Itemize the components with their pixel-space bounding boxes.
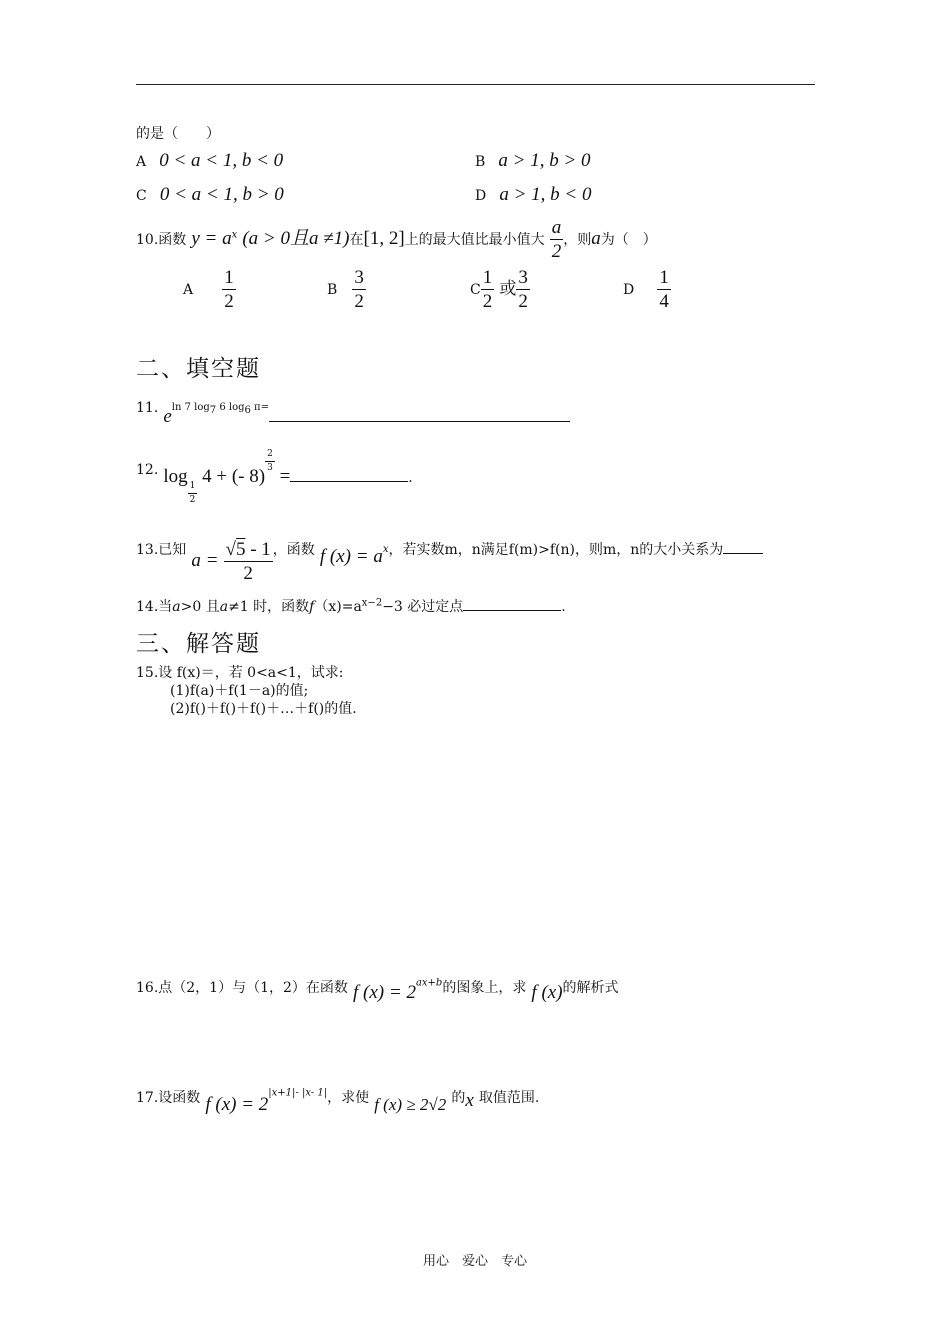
inequality: f (x) ≥ 2√2 xyxy=(374,1095,447,1114)
a-equals: a = xyxy=(191,550,219,571)
fraction-numerator: 1 xyxy=(224,267,234,288)
log-base: 6 xyxy=(244,405,251,416)
exponent: x−2 xyxy=(361,597,383,609)
answer-blank[interactable] xyxy=(269,421,570,422)
exponent xyxy=(171,402,261,416)
function-expr: f (x) xyxy=(531,982,563,1003)
function-name: f xyxy=(309,599,315,615)
fraction xyxy=(224,540,273,583)
answer-blank[interactable] xyxy=(290,481,408,482)
question-text: −3 必过定点 xyxy=(382,599,464,615)
log-base: 7 xyxy=(209,405,217,416)
answer-blank[interactable] xyxy=(723,553,763,554)
fraction-denominator: 4 xyxy=(659,291,669,312)
variable: x xyxy=(465,1090,474,1111)
option-letter: B xyxy=(327,282,338,298)
fraction-numerator: a xyxy=(551,217,562,238)
minus-one: - 1 xyxy=(245,539,271,560)
expression: 4 + (- 8) xyxy=(197,466,266,487)
question-text: 当 xyxy=(158,599,173,615)
fraction xyxy=(550,218,564,261)
sqrt-radicand: 5 xyxy=(235,539,246,560)
function-expr: f (x) = a xyxy=(319,546,383,567)
question-text: 在 xyxy=(349,232,364,248)
variable: a xyxy=(591,228,601,249)
question-text: 的解析式 xyxy=(562,980,619,996)
fraction-denominator: 2 xyxy=(551,241,562,262)
page-footer: 用心 爱心 专心 xyxy=(422,1254,527,1269)
option-letter: D xyxy=(623,282,635,298)
exponent-part: π xyxy=(250,402,261,413)
condition: (a > 0且a ≠1) xyxy=(242,228,350,249)
exponent-part: 6 log xyxy=(216,402,245,413)
or-text: 或 xyxy=(499,279,517,299)
question-number: 14. xyxy=(136,599,159,615)
fraction xyxy=(657,268,671,311)
fraction-denominator: 2 xyxy=(224,291,234,312)
fraction-numerator: 3 xyxy=(518,267,528,288)
fraction-denominator: 2 xyxy=(189,495,196,505)
period: . xyxy=(408,470,413,486)
fraction-numerator: 1 xyxy=(188,482,198,494)
question-number: 12. xyxy=(136,462,159,478)
fraction-denominator: 3 xyxy=(267,463,273,473)
exponent: x xyxy=(231,229,238,241)
q10-option-a xyxy=(183,268,236,311)
question-10 xyxy=(136,218,657,261)
question-text: 17.设函数 xyxy=(136,1090,201,1106)
fraction xyxy=(352,268,366,311)
variable: a xyxy=(219,599,229,615)
variable: a xyxy=(172,599,181,615)
question-text: 为（ ） xyxy=(600,232,657,248)
question-text: 取值范围. xyxy=(478,1090,540,1106)
answer-blank[interactable] xyxy=(463,610,561,611)
question-text: 的 xyxy=(451,1090,466,1106)
fraction-denominator: 2 xyxy=(518,291,528,312)
q9-option-c xyxy=(136,184,284,206)
fraction-denominator: 2 xyxy=(354,291,364,312)
question-text: （x)=a xyxy=(314,599,362,615)
base-e: e xyxy=(163,406,172,427)
option-letter: C xyxy=(136,188,147,204)
option-letter: D xyxy=(475,188,487,204)
question-text: 函数 xyxy=(158,232,187,248)
option-letter: C xyxy=(470,282,481,298)
log-base-fraction xyxy=(188,482,198,505)
equals-sign: = xyxy=(260,402,270,413)
fraction xyxy=(481,268,495,311)
sub-question-2: (2)f()＋f()＋f()＋…＋f()的值. xyxy=(170,701,357,717)
function-expr: f (x) = 2 xyxy=(353,982,416,1003)
fraction-numerator: 1 xyxy=(659,267,669,288)
interval: [1, 2] xyxy=(363,228,405,249)
option-letter: B xyxy=(475,154,486,170)
question-17 xyxy=(136,1086,540,1115)
option-math: a > 1, b < 0 xyxy=(499,184,592,205)
q10-option-b xyxy=(327,268,366,311)
fraction-denominator: 2 xyxy=(482,291,493,312)
q9-option-a xyxy=(136,150,283,172)
question-number: 10. xyxy=(136,232,159,248)
exponent-fraction xyxy=(265,450,275,473)
exponent: |x+1|- |x- 1| xyxy=(268,1087,328,1099)
question-16 xyxy=(136,976,619,1003)
option-math: 0 < a < 1, b > 0 xyxy=(159,184,284,205)
section-heading-fill-in: 二、填空题 xyxy=(136,356,261,382)
fraction-numerator: √5 - 1 xyxy=(225,539,271,560)
question-text: >0 且 xyxy=(180,599,220,615)
question-text: 上的最大值比最小值大 xyxy=(404,232,545,248)
fraction-numerator: 2 xyxy=(265,450,275,462)
function-expr: y = a xyxy=(191,228,232,249)
period: . xyxy=(561,599,566,615)
question-12 xyxy=(136,449,413,505)
q9-option-b xyxy=(475,150,591,172)
question-text: ，函数 xyxy=(272,542,315,558)
question-text: 16.点（2，1）与（1，2）在函数 xyxy=(136,980,348,996)
fraction xyxy=(222,268,236,311)
question-11 xyxy=(136,396,570,427)
exponent-part: ln 7 log xyxy=(171,402,210,413)
q9-option-d xyxy=(475,184,591,206)
question-text: 的图象上，求 xyxy=(442,980,527,996)
function-expr: f (x) = 2 xyxy=(205,1094,269,1115)
question-15 xyxy=(136,664,357,718)
question-text: ≠1 时，函数 xyxy=(228,599,310,615)
question-text: 15.设 f(x)＝，若 0<a<1，试求: xyxy=(136,665,344,681)
fraction-numerator: 1 xyxy=(482,267,493,288)
fraction xyxy=(516,268,530,311)
option-letter: A xyxy=(183,282,194,298)
option-math: 0 < a < 1, b < 0 xyxy=(159,150,284,171)
section-heading-answer: 三、解答题 xyxy=(136,631,261,657)
question-text: ，则 xyxy=(563,232,592,248)
q9-tail: 的是（ ） xyxy=(136,126,220,142)
header-rule xyxy=(136,84,815,85)
exponent: ax+b xyxy=(415,977,443,989)
question-text: ，求使 xyxy=(327,1090,370,1106)
q10-option-c xyxy=(470,268,530,311)
question-number: 13. xyxy=(136,542,159,558)
question-number: 11. xyxy=(136,400,159,416)
question-13 xyxy=(136,528,763,584)
question-14 xyxy=(136,596,566,616)
fraction-numerator: 3 xyxy=(354,267,364,288)
log-text: log xyxy=(163,466,188,487)
question-text: ，若实数m，n满足f(m)>f(n)，则m，n的大小关系为 xyxy=(388,542,724,558)
exponent: x xyxy=(382,543,389,555)
option-math: a > 1, b > 0 xyxy=(498,150,591,171)
q10-option-d xyxy=(623,268,671,311)
sub-question-1: (1)f(a)＋f(1－a)的值; xyxy=(170,683,309,699)
equals-sign: = xyxy=(274,466,291,487)
fraction-denominator: 2 xyxy=(243,563,253,584)
option-letter: A xyxy=(136,154,147,170)
question-text: 已知 xyxy=(158,542,187,558)
